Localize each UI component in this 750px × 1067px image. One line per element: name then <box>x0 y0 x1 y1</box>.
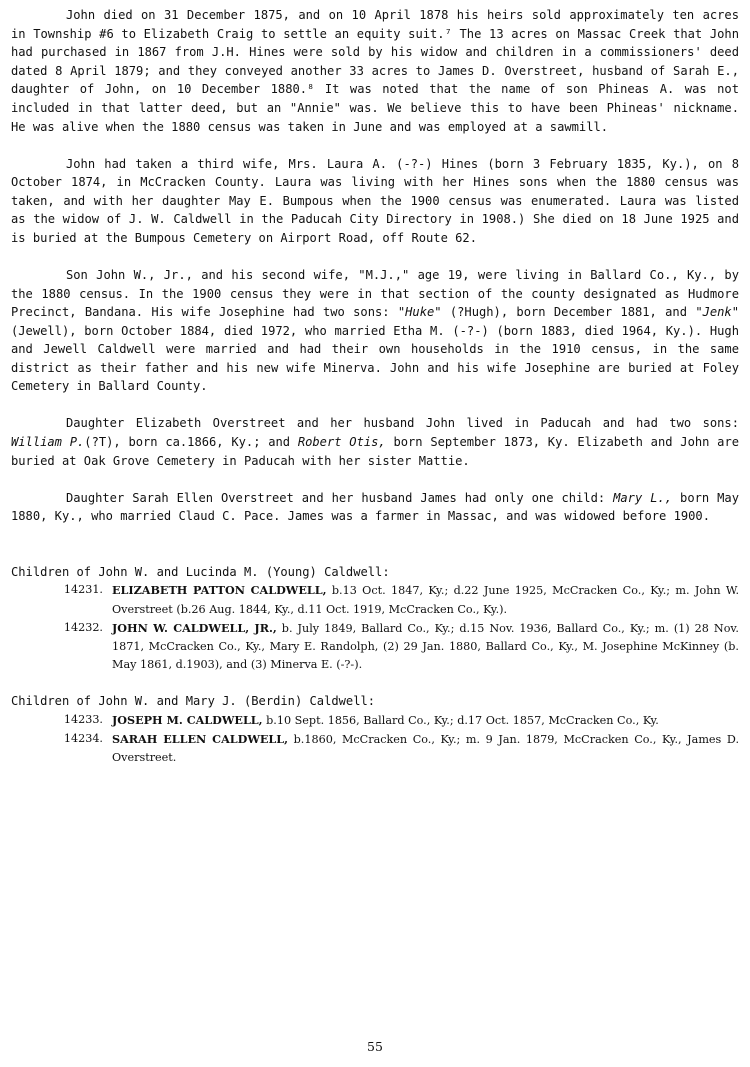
entry-number: 14234. <box>63 732 103 746</box>
entry-text <box>112 730 739 767</box>
entry-number: 14231. <box>63 583 103 597</box>
text-segment: (?Hugh), born December 1881, and <box>441 305 696 320</box>
entry-name: ELIZABETH PATTON CALDWELL, <box>112 583 327 598</box>
text-segment: Daughter Elizabeth Overstreet and her husband John lived in Paducah and had two sons: <box>66 416 739 431</box>
children-section-lucinda <box>11 563 739 675</box>
name-robert-otis: Robert Otis, <box>297 435 386 450</box>
paragraph-son-john-jr <box>11 266 739 396</box>
text-segment: born May 1880, Ky., who married Claud C. Pace. James was a farmer in Massac, and was widowed before 1900. <box>11 490 739 524</box>
genealogy-entry <box>11 730 739 767</box>
entry-text <box>112 619 739 675</box>
entry-number: 14232. <box>63 620 103 634</box>
genealogy-entry <box>11 619 739 675</box>
nickname-jenk: "Jenk" <box>695 305 739 320</box>
name-mary-l: Mary L., <box>613 490 673 505</box>
entry-details: b.1860, McCracken Co., Ky.; m. 9 Jan. 1879, McCracken Co., Ky., James D. Overstreet. <box>112 733 739 765</box>
page-number: 55 <box>367 1039 383 1054</box>
entry-text <box>112 711 739 730</box>
nickname-huke: "Huke" <box>397 305 442 320</box>
spacer <box>11 526 739 563</box>
entry-name: SARAH ELLEN CALDWELL, <box>112 732 289 747</box>
entry-number: 14233. <box>63 713 103 727</box>
paragraph-third-wife: John had taken a third wife, Mrs. Laura A. (-?-) Hines (born 3 February 1835, Ky.), on 8 October 1874, in McCracken County. Laura was living with her Hines sons when the 1880 census was taken, and with her daughter May E. Bumpous when the 1900 census was enumerated. Laura was listed as the widow of J. W. Caldwell in the Paducah City Directory in 1908.) She died on 18 June 1925 and is buried at the Bumpous Cemetery on Airport Road, off Route 62. <box>11 156 739 245</box>
entry-text <box>112 581 739 618</box>
genealogy-entry <box>11 581 739 618</box>
text-segment: (Jewell), born October 1884, died 1972, who married Etha M. (-?-) (born 1883, died 1964, Ky.). Hugh and Jewell Caldwell were married and had their own households in the 1910 census, in the same district as their father and his new wife Minerva. John and his wife Josephine are buried at Foley Cemetery in Ballard County. <box>11 323 739 394</box>
entry-details: b.13 Oct. 1847, Ky.; d.22 June 1925, McCracken Co., Ky.; m. John W. Overstreet (b.26 Aug. 1844, Ky., d.11 Oct. 1919, McCracken Co., Ky.). <box>112 584 739 616</box>
text-segment: Son John W., Jr., and his second wife, "M.J.," age 19, were living in Ballard Co., Ky., by the 1880 census. In the 1900 census they were in that section of the county designated as Hudmore Precinct, Bandana. His wife Josephine had two sons: <box>11 267 739 320</box>
genealogy-entry <box>11 711 739 730</box>
section-title: Children of John W. and Mary J. (Berdin) Caldwell: <box>11 694 376 709</box>
paragraph-daughter-elizabeth <box>11 414 739 470</box>
paragraph-john-death: John died on 31 December 1875, and on 10 April 1878 his heirs sold approximately ten acres in Township #6 to Elizabeth Craig to settle an equity suit.⁷ The 13 acres on Massac Creek that John had purchased in 1867 from J.H. Hines were sold by his widow and children in a commissioners' deed dated 8 April 1879; and they conveyed another 33 acres to James D. Overstreet, husband of Sarah E., daughter of John, on 10 December 1880.⁸ It was noted that the name of son Phineas A. was not included in that latter deed, but an "Annie" was. We believe this to have been Phineas' nickname. He was alive when the 1880 census was taken in June and was employed at a sawmill. <box>11 8 739 134</box>
paragraph-daughter-sarah <box>11 489 739 526</box>
children-section-mary <box>11 692 739 767</box>
text-segment: born September 1873, Ky. Elizabeth and John are buried at Oak Grove Cemetery in Paducah with her sister Mattie. <box>11 435 740 468</box>
entry-details: b. July 1849, Ballard Co., Ky.; d.15 Nov. 1936, Ballard Co., Ky.; m. (1) 28 Nov. 1871, McCracken Co., Ky., Mary E. Randolph, (2) 29 Jan. 1880, Ballard Co., Ky., M. Josephine McKinney (b. May 1861, d.1903), and (3) Minerva E. (-?-). <box>112 621 739 672</box>
entry-details: b.10 Sept. 1856, Ballard Co., Ky.; d.17 Oct. 1857, McCracken Co., Ky. <box>262 714 659 728</box>
entry-name: JOHN W. CALDWELL, JR., <box>112 620 277 635</box>
text-segment: Daughter Sarah Ellen Overstreet and her husband James had only one child: <box>66 490 614 505</box>
spacer <box>11 674 739 692</box>
text-segment: (?T), born ca.1866, Ky.; and <box>84 435 298 450</box>
entry-name: JOSEPH M. CALDWELL, <box>112 713 263 728</box>
section-title: Children of John W. and Lucinda M. (Young) Caldwell: <box>11 564 390 579</box>
name-william: William P. <box>11 435 85 450</box>
